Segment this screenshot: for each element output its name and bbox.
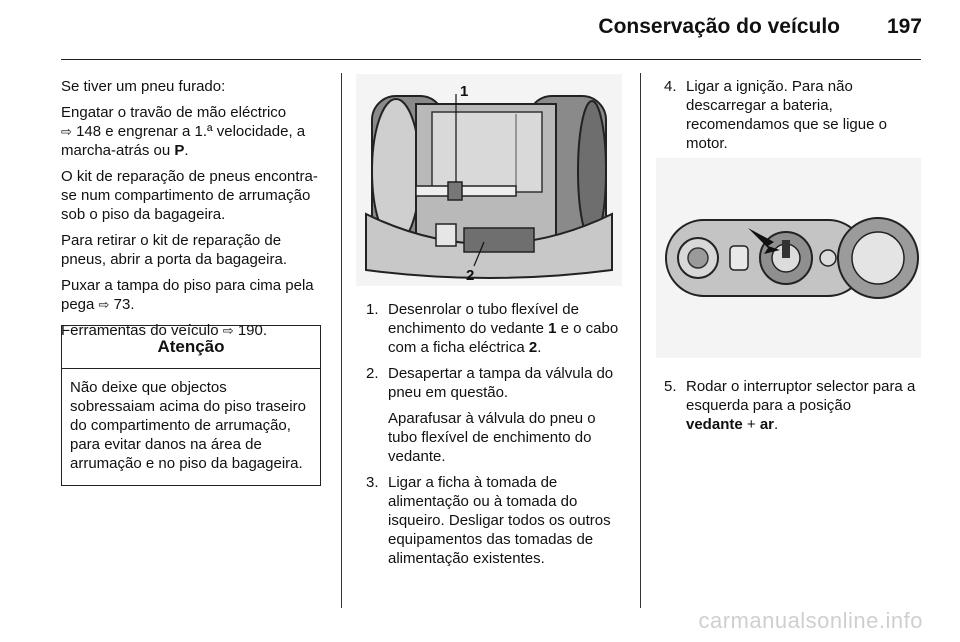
figure-selector-switch bbox=[656, 158, 921, 358]
page-number: 197 bbox=[886, 15, 922, 38]
page-reference-arrow-icon: ⇨ bbox=[222, 323, 234, 338]
warning-callout-title: Atenção bbox=[62, 326, 320, 369]
figure-tyre-repair-kit bbox=[356, 74, 622, 286]
page-reference[interactable]: 190 bbox=[237, 322, 263, 339]
figure-label-2: 2 bbox=[466, 267, 475, 284]
column-3-step-4 bbox=[664, 77, 922, 160]
compressor-illustration bbox=[356, 74, 622, 286]
paragraph-handbrake: Engatar o travão de mão eléctrico ⇨ 148 e engrenar a 1.ª velocidade, a marcha-atrás ou P. bbox=[61, 104, 306, 159]
page-reference[interactable]: 73 bbox=[113, 296, 131, 313]
paragraph-floor-cover: Puxar a tampa do piso para cima pela pega ⇨ 73. bbox=[61, 277, 314, 313]
page-reference-arrow-icon: ⇨ bbox=[61, 124, 72, 139]
list-item: 5. Rodar o interruptor selector para a esquerda para a posição vedante + ar. bbox=[664, 378, 916, 433]
page-reference[interactable]: 148 bbox=[76, 123, 102, 140]
paragraph-flat-tyre: Se tiver um pneu furado: bbox=[61, 78, 226, 95]
header-rule bbox=[61, 59, 921, 60]
warning-callout-body: Não deixe que objectos sobressaiam acima do piso traseiro do compartimento de arrumação, para evitar danos na área de arrumação e no piso da bagageira. bbox=[70, 379, 306, 472]
list-item: 2. Desapertar a tampa da válvula do pneu em questão. Aparafusar à válvula do pneu o tubo flexível de enchimento do vedante. bbox=[366, 365, 614, 465]
selector-switch-illustration bbox=[656, 158, 921, 358]
warning-callout bbox=[61, 325, 321, 486]
paragraph-remove-kit: Para retirar o kit de reparação de pneus, abrir a porta da bagageira. bbox=[61, 232, 287, 268]
column-divider-1 bbox=[341, 73, 342, 608]
paragraph-kit-location: O kit de reparação de pneus encontra-se num compartimento de arrumação sob o piso da bagageira. bbox=[61, 168, 318, 223]
watermark: carmanualsonline.info bbox=[698, 608, 923, 633]
page-reference-arrow-icon: ⇨ bbox=[98, 297, 110, 312]
column-3-step-5 bbox=[664, 377, 922, 441]
figure-label-1: 1 bbox=[460, 83, 469, 100]
column-1 bbox=[61, 77, 327, 347]
column-2-steps bbox=[366, 300, 628, 575]
page-header-title: Conservação do veículo bbox=[598, 15, 840, 38]
column-divider-2 bbox=[640, 73, 641, 608]
list-item: 4. Ligar a ignição. Para não descarregar a bateria, recomendamos que se ligue o motor. bbox=[664, 78, 887, 152]
list-item: 1. Desenrolar o tubo flexível de enchimento do vedante 1 e o cabo com a ficha eléctrica 2. bbox=[366, 301, 619, 356]
paragraph-tools: Ferramentas do veículo ⇨ 190. bbox=[61, 322, 268, 339]
list-item: 3. Ligar a ficha à tomada de alimentação ou à tomada do isqueiro. Desligar todos os outros equipamentos das tomadas de alimentação existentes. bbox=[366, 474, 611, 567]
